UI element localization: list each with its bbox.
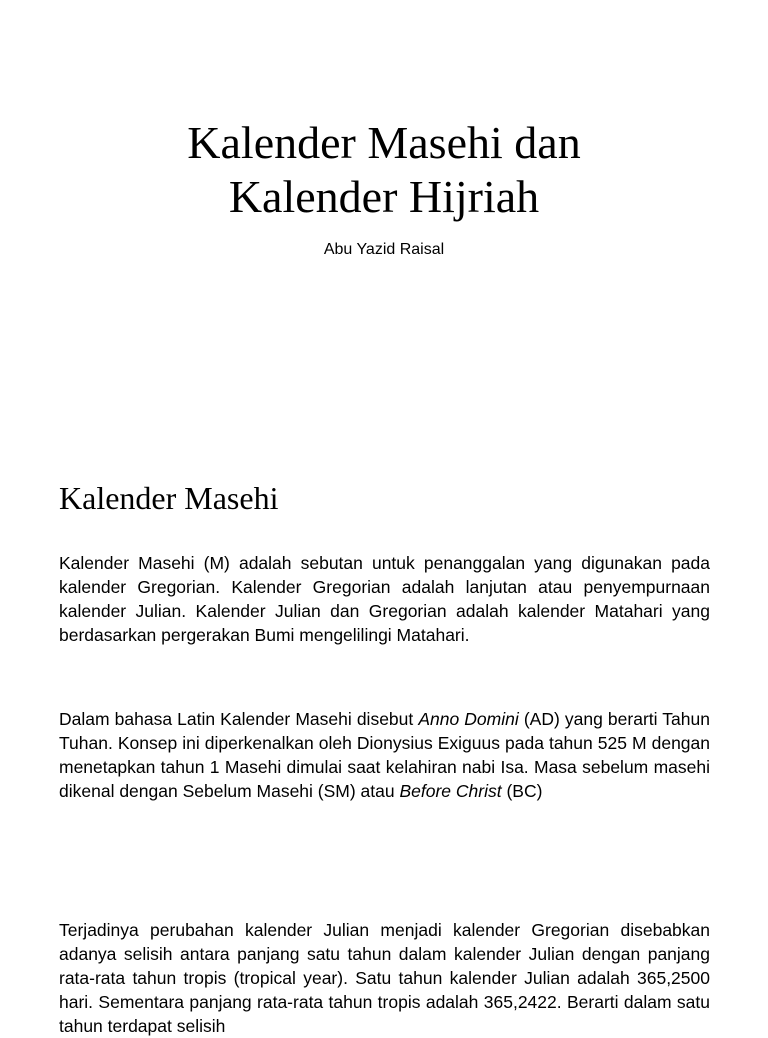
title-slide	[0, 116, 768, 260]
paragraph-2-text-2: (AD) yang berarti Tahun Tuhan. Konsep ini diperkenalkan oleh Dionysius Exiguus pada tahun 525 M dengan menetapkan tahun 1 Masehi dimulai saat kelahiran nabi Isa. Masa sebelum masehi dikenal dengan Sebelum Masehi (SM) atau	[59, 709, 710, 801]
paragraph-2-text-1: Dalam bahasa Latin Kalender Masehi disebut	[59, 709, 419, 729]
paragraph-3: Terjadinya perubahan kalender Julian menjadi kalender Gregorian disebabkan adanya selisih antara panjang satu tahun dalam kalender Julian dengan panjang rata-rata tahun tropis (tropical year). Satu tahun kalender Julian adalah 365,2500 hari. Sementara panjang rata-rata tahun tropis adalah 365,2422. Berarti dalam satu tahun terdapat selisih	[59, 920, 710, 1036]
paragraph-2-text-3: (BC)	[501, 781, 543, 801]
section-heading: Kalender Masehi	[59, 480, 279, 516]
paragraph-1: Kalender Masehi (M) adalah sebutan untuk penanggalan yang digunakan pada kalender Gregorian. Kalender Gregorian adalah lanjutan atau penyempurnaan kalender Julian. Kalender Julian dan Gregorian adalah kalender Matahari yang berdasarkan pergerakan Bumi mengelilingi Matahari.	[59, 553, 710, 645]
author-name: Abu Yazid Raisal	[323, 241, 445, 258]
paragraph-2-italic-anno-domini: Anno Domini	[418, 709, 519, 729]
paragraph-2-italic-before-christ: Before Christ	[399, 781, 502, 801]
document-title-line-2: Kalender Hijriah	[228, 171, 540, 222]
document-title-line-1: Kalender Masehi dan	[187, 117, 581, 168]
paragraph-2	[59, 707, 710, 803]
